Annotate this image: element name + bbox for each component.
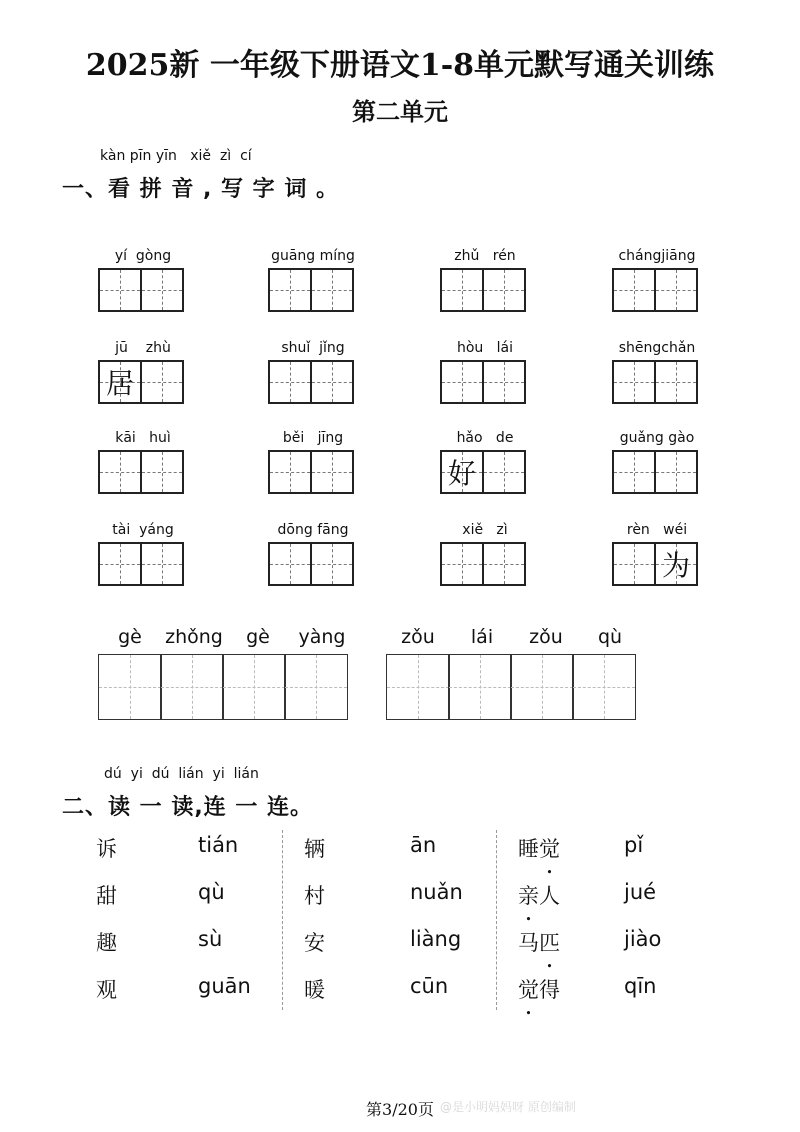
phrase-writing-item [98, 626, 354, 720]
match-entry[interactable]: pǐ [624, 833, 644, 857]
pinyin-writing-item [98, 248, 188, 312]
match-entry[interactable]: 村 [304, 884, 325, 908]
pinyin-writing-item [98, 340, 188, 404]
word-character: 睡 [518, 837, 539, 861]
match-entry[interactable]: 趣 [96, 931, 117, 955]
match-entry[interactable]: tián [198, 833, 239, 857]
phrase-pinyin: zǒu [529, 626, 563, 648]
pinyin-writing-item [268, 522, 358, 586]
match-col-pinyin-2 [410, 833, 463, 1021]
match-entry[interactable]: 安 [304, 931, 325, 955]
item-pinyin: chángjiāng [618, 248, 696, 264]
writing-cell[interactable] [268, 542, 312, 586]
item-pinyin: tài yáng [112, 522, 174, 538]
match-entry[interactable]: qīn [624, 974, 657, 998]
item-pinyin: zhǔ rén [454, 248, 516, 264]
match-word[interactable] [518, 833, 560, 880]
phrase-pinyin: zhǒng [165, 626, 223, 648]
writing-cell[interactable] [612, 450, 656, 494]
item-pinyin: shuǐ jǐng [281, 340, 345, 356]
unit-title: 第二单元 [352, 97, 448, 126]
writing-cell[interactable] [482, 542, 526, 586]
writing-cell[interactable] [268, 450, 312, 494]
item-pinyin: shēngchǎn [618, 340, 696, 356]
word-character: 马 [518, 931, 539, 955]
match-entry[interactable]: nuǎn [410, 880, 463, 904]
writing-cell[interactable] [572, 654, 636, 720]
section2-pinyin: dú yi dú lián yi lián [104, 766, 259, 782]
item-pinyin: guāng míng [271, 248, 355, 264]
section2-heading: 二、读 一 读,连 一 连。 [62, 795, 313, 820]
writing-cell[interactable] [310, 450, 354, 494]
writing-cell[interactable] [310, 360, 354, 404]
writing-cell[interactable] [510, 654, 574, 720]
word-character: 匹 [539, 931, 560, 955]
item-pinyin: kāi huì [115, 430, 171, 446]
writing-cell[interactable] [140, 450, 184, 494]
word-character: 觉 [518, 978, 539, 1002]
writing-cell[interactable] [222, 654, 286, 720]
pinyin-writing-item [98, 430, 188, 494]
match-entry[interactable]: qù [198, 880, 225, 904]
writing-cell[interactable] [160, 654, 224, 720]
item-pinyin: yí gòng [114, 248, 172, 264]
match-entry[interactable]: guān [198, 974, 251, 998]
item-pinyin: jū zhù [115, 340, 171, 356]
word-character: 亲 [518, 884, 539, 908]
pinyin-writing-item [98, 522, 188, 586]
writing-cell[interactable] [98, 450, 142, 494]
divider [282, 830, 283, 1010]
word-character: 得 [539, 978, 560, 1002]
item-pinyin: guǎng gào [619, 430, 695, 446]
pinyin-writing-item [612, 430, 702, 494]
divider [496, 830, 497, 1010]
match-col-chars-1 [96, 833, 117, 1021]
writing-cell[interactable] [482, 268, 526, 312]
section1-pinyin: kàn pīn yīn xiě zì cí [100, 148, 252, 164]
item-pinyin: dōng fāng [277, 522, 349, 538]
pinyin-writing-item [440, 340, 530, 404]
writing-cell[interactable] [98, 542, 142, 586]
cell-character: 居 [105, 367, 134, 400]
writing-cell[interactable] [612, 542, 656, 586]
pinyin-writing-item [268, 340, 358, 404]
cell-character: 好 [447, 457, 476, 490]
writing-cell[interactable] [140, 542, 184, 586]
writing-cell[interactable] [284, 654, 348, 720]
page-title: 2025新 一年级下册语文1-8单元默写通关训练 [85, 48, 715, 83]
writing-cell[interactable] [268, 268, 312, 312]
phrase-pinyin: qù [597, 626, 623, 648]
word-character: 觉 [539, 837, 560, 861]
writing-cell[interactable] [440, 360, 484, 404]
pinyin-writing-item [268, 248, 358, 312]
writing-cell[interactable] [98, 360, 142, 404]
pinyin-writing-item [612, 522, 702, 586]
match-entry[interactable]: 暖 [304, 978, 325, 1002]
match-entry[interactable]: cūn [410, 974, 449, 998]
match-entry[interactable]: ān [410, 833, 437, 857]
item-pinyin: hǎo de [456, 430, 514, 446]
writing-cell[interactable] [440, 450, 484, 494]
writing-cell[interactable] [310, 542, 354, 586]
pinyin-writing-item [440, 522, 530, 586]
writing-cell[interactable] [98, 654, 162, 720]
match-entry[interactable]: 辆 [304, 837, 325, 861]
phrase-writing-item [386, 626, 642, 720]
writing-cell[interactable] [612, 268, 656, 312]
phrase-pinyin: gè [118, 626, 142, 648]
pinyin-writing-item [440, 248, 530, 312]
phrase-pinyin: gè [246, 626, 270, 648]
writing-cell[interactable] [654, 268, 698, 312]
cell-character: 为 [661, 549, 690, 582]
item-pinyin: rèn wéi [626, 522, 688, 538]
watermark: @是小明妈妈呀 原创编制 [440, 1100, 576, 1114]
match-word[interactable] [518, 974, 560, 1021]
match-entry[interactable]: 诉 [96, 837, 117, 861]
writing-cell[interactable] [440, 268, 484, 312]
match-entry[interactable]: sù [198, 927, 223, 951]
match-entry[interactable]: 观 [96, 978, 117, 1002]
pinyin-writing-item [612, 340, 702, 404]
pinyin-writing-item [268, 430, 358, 494]
item-pinyin: běi jīng [282, 430, 344, 446]
phrase-pinyin: zǒu [401, 626, 435, 648]
writing-cell[interactable] [440, 542, 484, 586]
writing-cell[interactable] [448, 654, 512, 720]
match-col-words [518, 833, 560, 1021]
match-entry[interactable]: jiào [624, 927, 662, 951]
phrase-pinyin: yàng [298, 626, 346, 648]
word-character: 人 [539, 884, 560, 908]
match-col-pinyin-3 [624, 833, 661, 1021]
item-pinyin: xiě zì [462, 522, 508, 538]
match-entry[interactable]: 甜 [96, 884, 117, 908]
writing-cell[interactable] [98, 268, 142, 312]
phrase-pinyin: lái [470, 626, 494, 648]
section1-heading: 一、看 拼 音 , 写 字 词 。 [62, 177, 339, 202]
match-word[interactable] [518, 880, 560, 927]
writing-cell[interactable] [612, 360, 656, 404]
pinyin-writing-item [440, 430, 530, 494]
writing-cell[interactable] [268, 360, 312, 404]
writing-cell[interactable] [140, 268, 184, 312]
writing-cell[interactable] [482, 360, 526, 404]
page-number: 第3/20页 [366, 1100, 434, 1119]
writing-cell[interactable] [386, 654, 450, 720]
writing-cell[interactable] [310, 268, 354, 312]
writing-cell[interactable] [654, 360, 698, 404]
writing-cell[interactable] [654, 542, 698, 586]
match-word[interactable] [518, 927, 560, 974]
match-col-pinyin-1 [198, 833, 251, 1021]
item-pinyin: hòu lái [456, 340, 514, 356]
match-col-chars-2 [304, 833, 325, 1021]
match-entry[interactable]: liàng [410, 927, 462, 951]
match-entry[interactable]: jué [624, 880, 657, 904]
writing-cell[interactable] [140, 360, 184, 404]
writing-cell[interactable] [654, 450, 698, 494]
writing-cell[interactable] [482, 450, 526, 494]
pinyin-writing-item [612, 248, 702, 312]
